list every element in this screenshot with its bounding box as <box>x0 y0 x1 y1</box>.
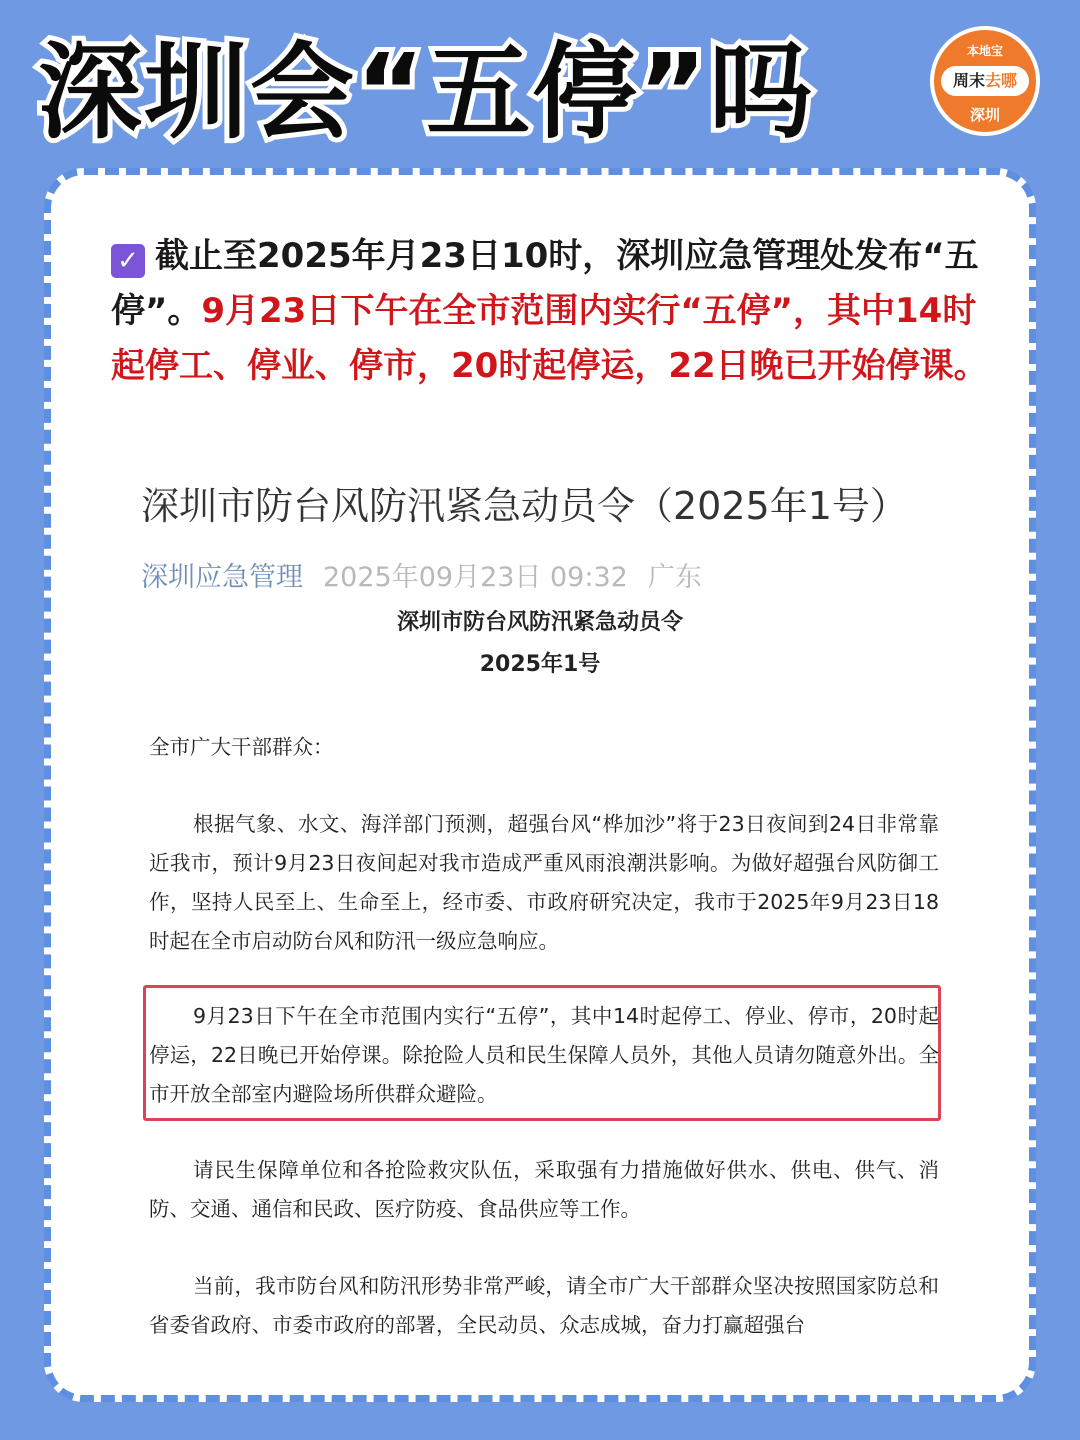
region-label: 广东 <box>647 562 702 593</box>
source-link[interactable]: 深圳应急管理 <box>141 562 303 593</box>
paragraph-3: 请民生保障单位和各抢险救灾队伍，采取强有力措施做好供水、供电、供气、消防、交通、通信和民政、医疗防疫、食品供应等工作。 <box>149 1158 939 1221</box>
headline: 深圳会“五停”吗 <box>38 31 815 153</box>
greeting: 全市广大干部群众： <box>149 735 334 759</box>
document-meta <box>141 555 702 594</box>
paragraph-2: 9月23日下午在全市范围内实行“五停”，其中14时起停工、停业、停市，20时起停运，22日晚已开始停课。除抢险人员和民生保障人员外，其他人员请勿随意外出。全市开放全部室内避险场所供群众避险。 <box>149 1004 939 1106</box>
paragraph-4: 当前，我市防台风和防汛形势非常严峻，请全市广大干部群众坚决按照国家防总和省委省政府、市委市政府的部署，全民动员、众志成城，奋力打赢超强台 <box>149 1274 939 1337</box>
intro-black: 截止至2025年月23日10时，深圳应急管理处发布“五停”。 <box>111 236 979 331</box>
publish-datetime: 2025年09月23日 09:32 <box>323 562 628 593</box>
logo-bottom-text: 深圳 <box>969 106 1000 124</box>
brand-logo-badge <box>930 26 1040 136</box>
checkbox-icon: ✓ <box>111 244 145 278</box>
document-heading: 深圳市防台风防汛紧急动员令 <box>396 610 683 635</box>
logo-mid-text: 周末去哪 <box>941 66 1029 96</box>
intro-text <box>111 229 991 394</box>
intro-red: 9月23日下午在全市范围内实行“五停”，其中14时起停工、停业、停市，20时起停运，22日晚已开始停课。 <box>111 291 988 386</box>
paragraph-1: 根据气象、水文、海洋部门预测，超强台风“桦加沙”将于23日夜间到24日非常靠近我市，预计9月23日夜间起对我市造成严重风雨浪潮洪影响。为做好超强台风防御工作，坚持人民至上、生命至上，经市委、市政府研究决定，我市于2025年9月23日18时起在全市启动防台风和防汛一级应急响应。 <box>149 812 939 953</box>
document-title: 深圳市防台风防汛紧急动员令（2025年1号） <box>141 484 908 528</box>
logo-top-text: 本地宝 <box>966 44 1003 58</box>
content-card <box>44 168 1036 1402</box>
document-number: 2025年1号 <box>479 652 601 677</box>
